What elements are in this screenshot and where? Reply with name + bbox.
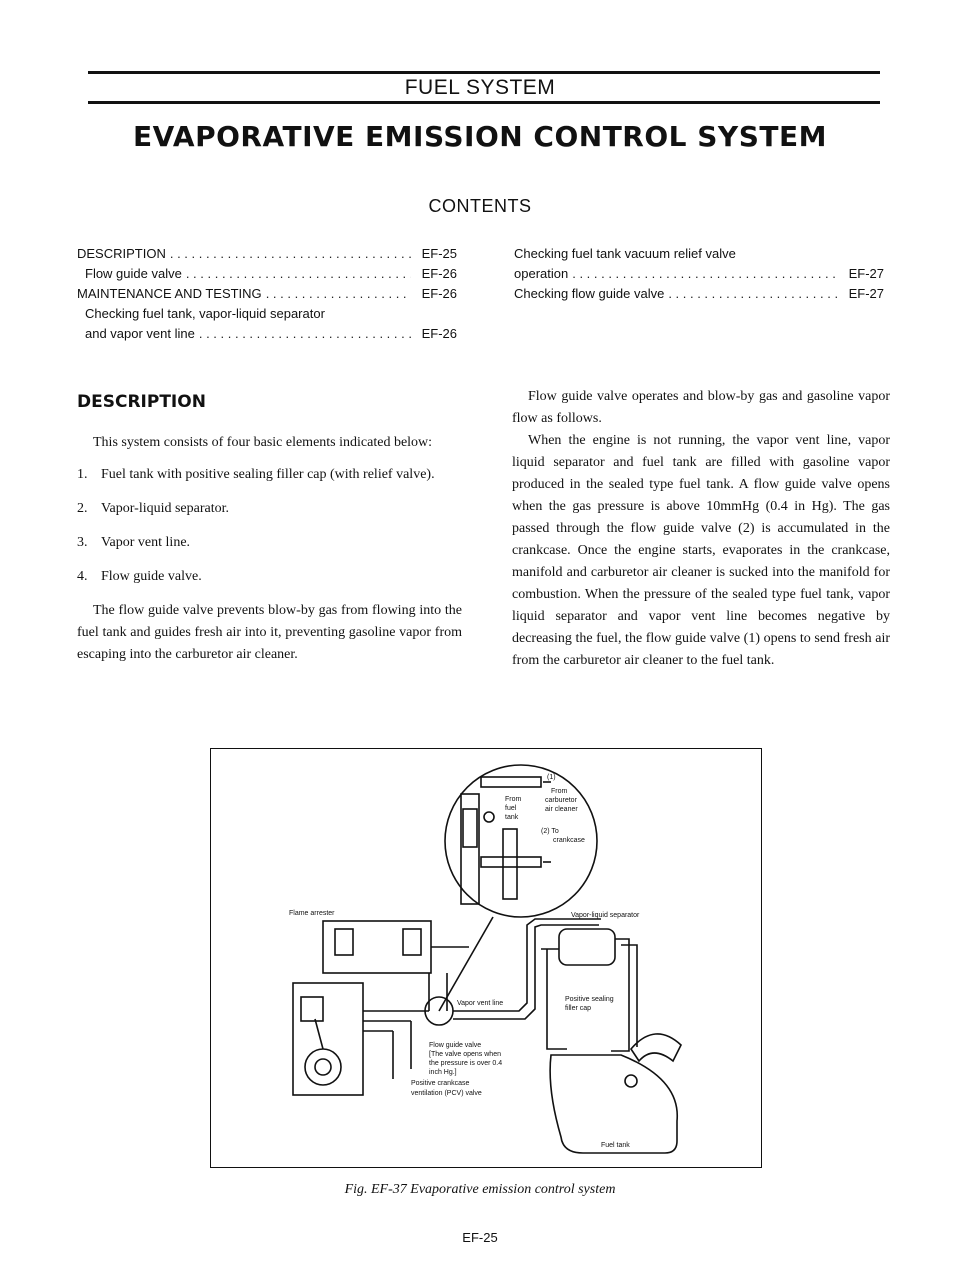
engine-block bbox=[293, 983, 363, 1095]
list-number: 2. bbox=[77, 501, 88, 516]
label-pcv-valve: ventilation (PCV) valve bbox=[411, 1090, 482, 1097]
description-intro: This system consists of four basic elements indicated below: bbox=[93, 435, 433, 450]
label-filler-cap: filler cap bbox=[565, 1005, 592, 1012]
body-column-right bbox=[512, 386, 890, 682]
label-vapor-liquid-separator: Vapor-liquid separator bbox=[571, 912, 640, 919]
page-number: EF-25 bbox=[462, 1230, 498, 1245]
toc-leader bbox=[668, 284, 838, 304]
list-text: Vapor vent line. bbox=[101, 535, 191, 550]
fuel-tank bbox=[550, 1055, 677, 1153]
toc-page: EF-26 bbox=[421, 266, 457, 281]
header-rule-bottom bbox=[88, 101, 880, 104]
list-item bbox=[77, 464, 462, 486]
toc-entry bbox=[77, 284, 457, 304]
list-text: Flow guide valve. bbox=[101, 569, 202, 584]
figure-frame bbox=[210, 748, 762, 1168]
toc-entry bbox=[77, 244, 457, 264]
toc-leader bbox=[170, 244, 411, 264]
contents-heading: CONTENTS bbox=[428, 196, 532, 216]
label-from-carb: air cleaner bbox=[545, 806, 578, 813]
toc-left bbox=[77, 244, 457, 344]
toc-entry bbox=[514, 284, 884, 304]
page-title: EVAPORATIVE EMISSION CONTROL SYSTEM bbox=[133, 120, 827, 153]
toc-label: Checking flow guide valve bbox=[514, 286, 665, 301]
toc-page: EF-27 bbox=[848, 266, 884, 281]
toc-leader bbox=[572, 264, 838, 284]
list-number: 4. bbox=[77, 569, 88, 584]
figure-caption: Fig. EF-37 Evaporative emission control system bbox=[344, 1182, 616, 1197]
toc-entry bbox=[514, 264, 884, 284]
label-pcv-valve: Positive crankcase bbox=[411, 1080, 470, 1087]
toc-label: Flow guide valve bbox=[85, 266, 182, 281]
label-flow-guide-valve: inch Hg.] bbox=[429, 1069, 457, 1076]
label-fuel-tank: Fuel tank bbox=[601, 1142, 630, 1149]
toc-label: and vapor vent line bbox=[85, 326, 195, 341]
toc-label: DESCRIPTION bbox=[77, 246, 166, 261]
toc-entry bbox=[77, 304, 457, 324]
evaporative-system-diagram bbox=[211, 749, 761, 1167]
toc-page: EF-27 bbox=[848, 286, 884, 301]
toc-entry bbox=[514, 244, 884, 264]
list-item bbox=[77, 532, 462, 554]
description-paragraph: When the engine is not running, the vapor vent line, vapor liquid separator and fuel tank are filled with gasoline vapor produced in the sealed type fuel tank. A flow guide valve opens when the gas pressure is above 10mmHg (0.4 in Hg). The gas passed through the flow guide valve (2) is accumulated in the crankcase. Once the engine starts, evaporates in the crankcase, manifold and carburetor air cleaner is sucked into the manifold for combustion. When the pressure of the sealed type fuel tank, vapor liquid separator and vapor vent line becomes negative by decreasing the fuel, the flow guide valve (1) opens to send fresh air from the carburetor air cleaner to the fuel tank. bbox=[512, 433, 890, 668]
label-from-carb: From bbox=[551, 788, 568, 795]
vapor-liquid-separator bbox=[559, 929, 615, 965]
toc-leader bbox=[199, 324, 411, 344]
description-paragraph: Flow guide valve operates and blow-by gas and gasoline vapor flow as follows. bbox=[512, 389, 890, 426]
description-paragraph: The flow guide valve prevents blow-by gas from flowing into the fuel tank and guides fresh air into it, preventing gasoline vapor from escaping into the carburetor air cleaner. bbox=[77, 603, 462, 662]
label-1: (1) bbox=[547, 774, 556, 781]
toc-leader bbox=[186, 264, 411, 284]
list-text: Vapor-liquid separator. bbox=[101, 501, 230, 516]
label-from-carb: carburetor bbox=[545, 797, 577, 804]
toc-label: MAINTENANCE AND TESTING bbox=[77, 286, 262, 301]
label-flow-guide-valve: Flow guide valve bbox=[429, 1042, 482, 1049]
toc-page: EF-26 bbox=[421, 286, 457, 301]
list-number: 1. bbox=[77, 467, 88, 482]
label-vapor-vent-line: Vapor vent line bbox=[457, 1000, 504, 1007]
toc-right bbox=[514, 244, 884, 304]
toc-label: operation bbox=[514, 266, 569, 281]
toc-entry bbox=[77, 264, 457, 284]
body-column-left bbox=[77, 432, 462, 676]
label-flow-guide-valve: [The valve opens when bbox=[429, 1051, 501, 1058]
list-number: 3. bbox=[77, 535, 88, 550]
label-crankcase: crankcase bbox=[553, 837, 585, 844]
label-2-to: (2) To bbox=[541, 828, 559, 835]
description-heading: DESCRIPTION bbox=[77, 392, 206, 412]
crankshaft bbox=[305, 1049, 341, 1085]
label-flow-guide-valve: the pressure is over 0.4 bbox=[429, 1060, 503, 1067]
label-from-tank: fuel bbox=[505, 805, 517, 812]
toc-leader bbox=[266, 284, 411, 304]
label-from-tank: From bbox=[505, 796, 522, 803]
toc-label: Checking fuel tank vacuum relief valve bbox=[514, 246, 736, 261]
label-flame-arrester: Flame arrester bbox=[289, 910, 335, 917]
toc-page: EF-25 bbox=[421, 246, 457, 261]
section-header: FUEL SYSTEM bbox=[404, 76, 556, 99]
list-item bbox=[77, 498, 462, 520]
list-item bbox=[77, 566, 462, 588]
label-filler-cap: Positive sealing bbox=[565, 996, 614, 1003]
toc-page: EF-26 bbox=[421, 326, 457, 341]
toc-label: Checking fuel tank, vapor-liquid separator bbox=[85, 306, 325, 321]
header-rule-top bbox=[88, 71, 880, 74]
list-text: Fuel tank with positive sealing filler cap (with relief valve). bbox=[101, 467, 435, 482]
toc-entry bbox=[77, 324, 457, 344]
label-from-tank: tank bbox=[505, 814, 519, 821]
